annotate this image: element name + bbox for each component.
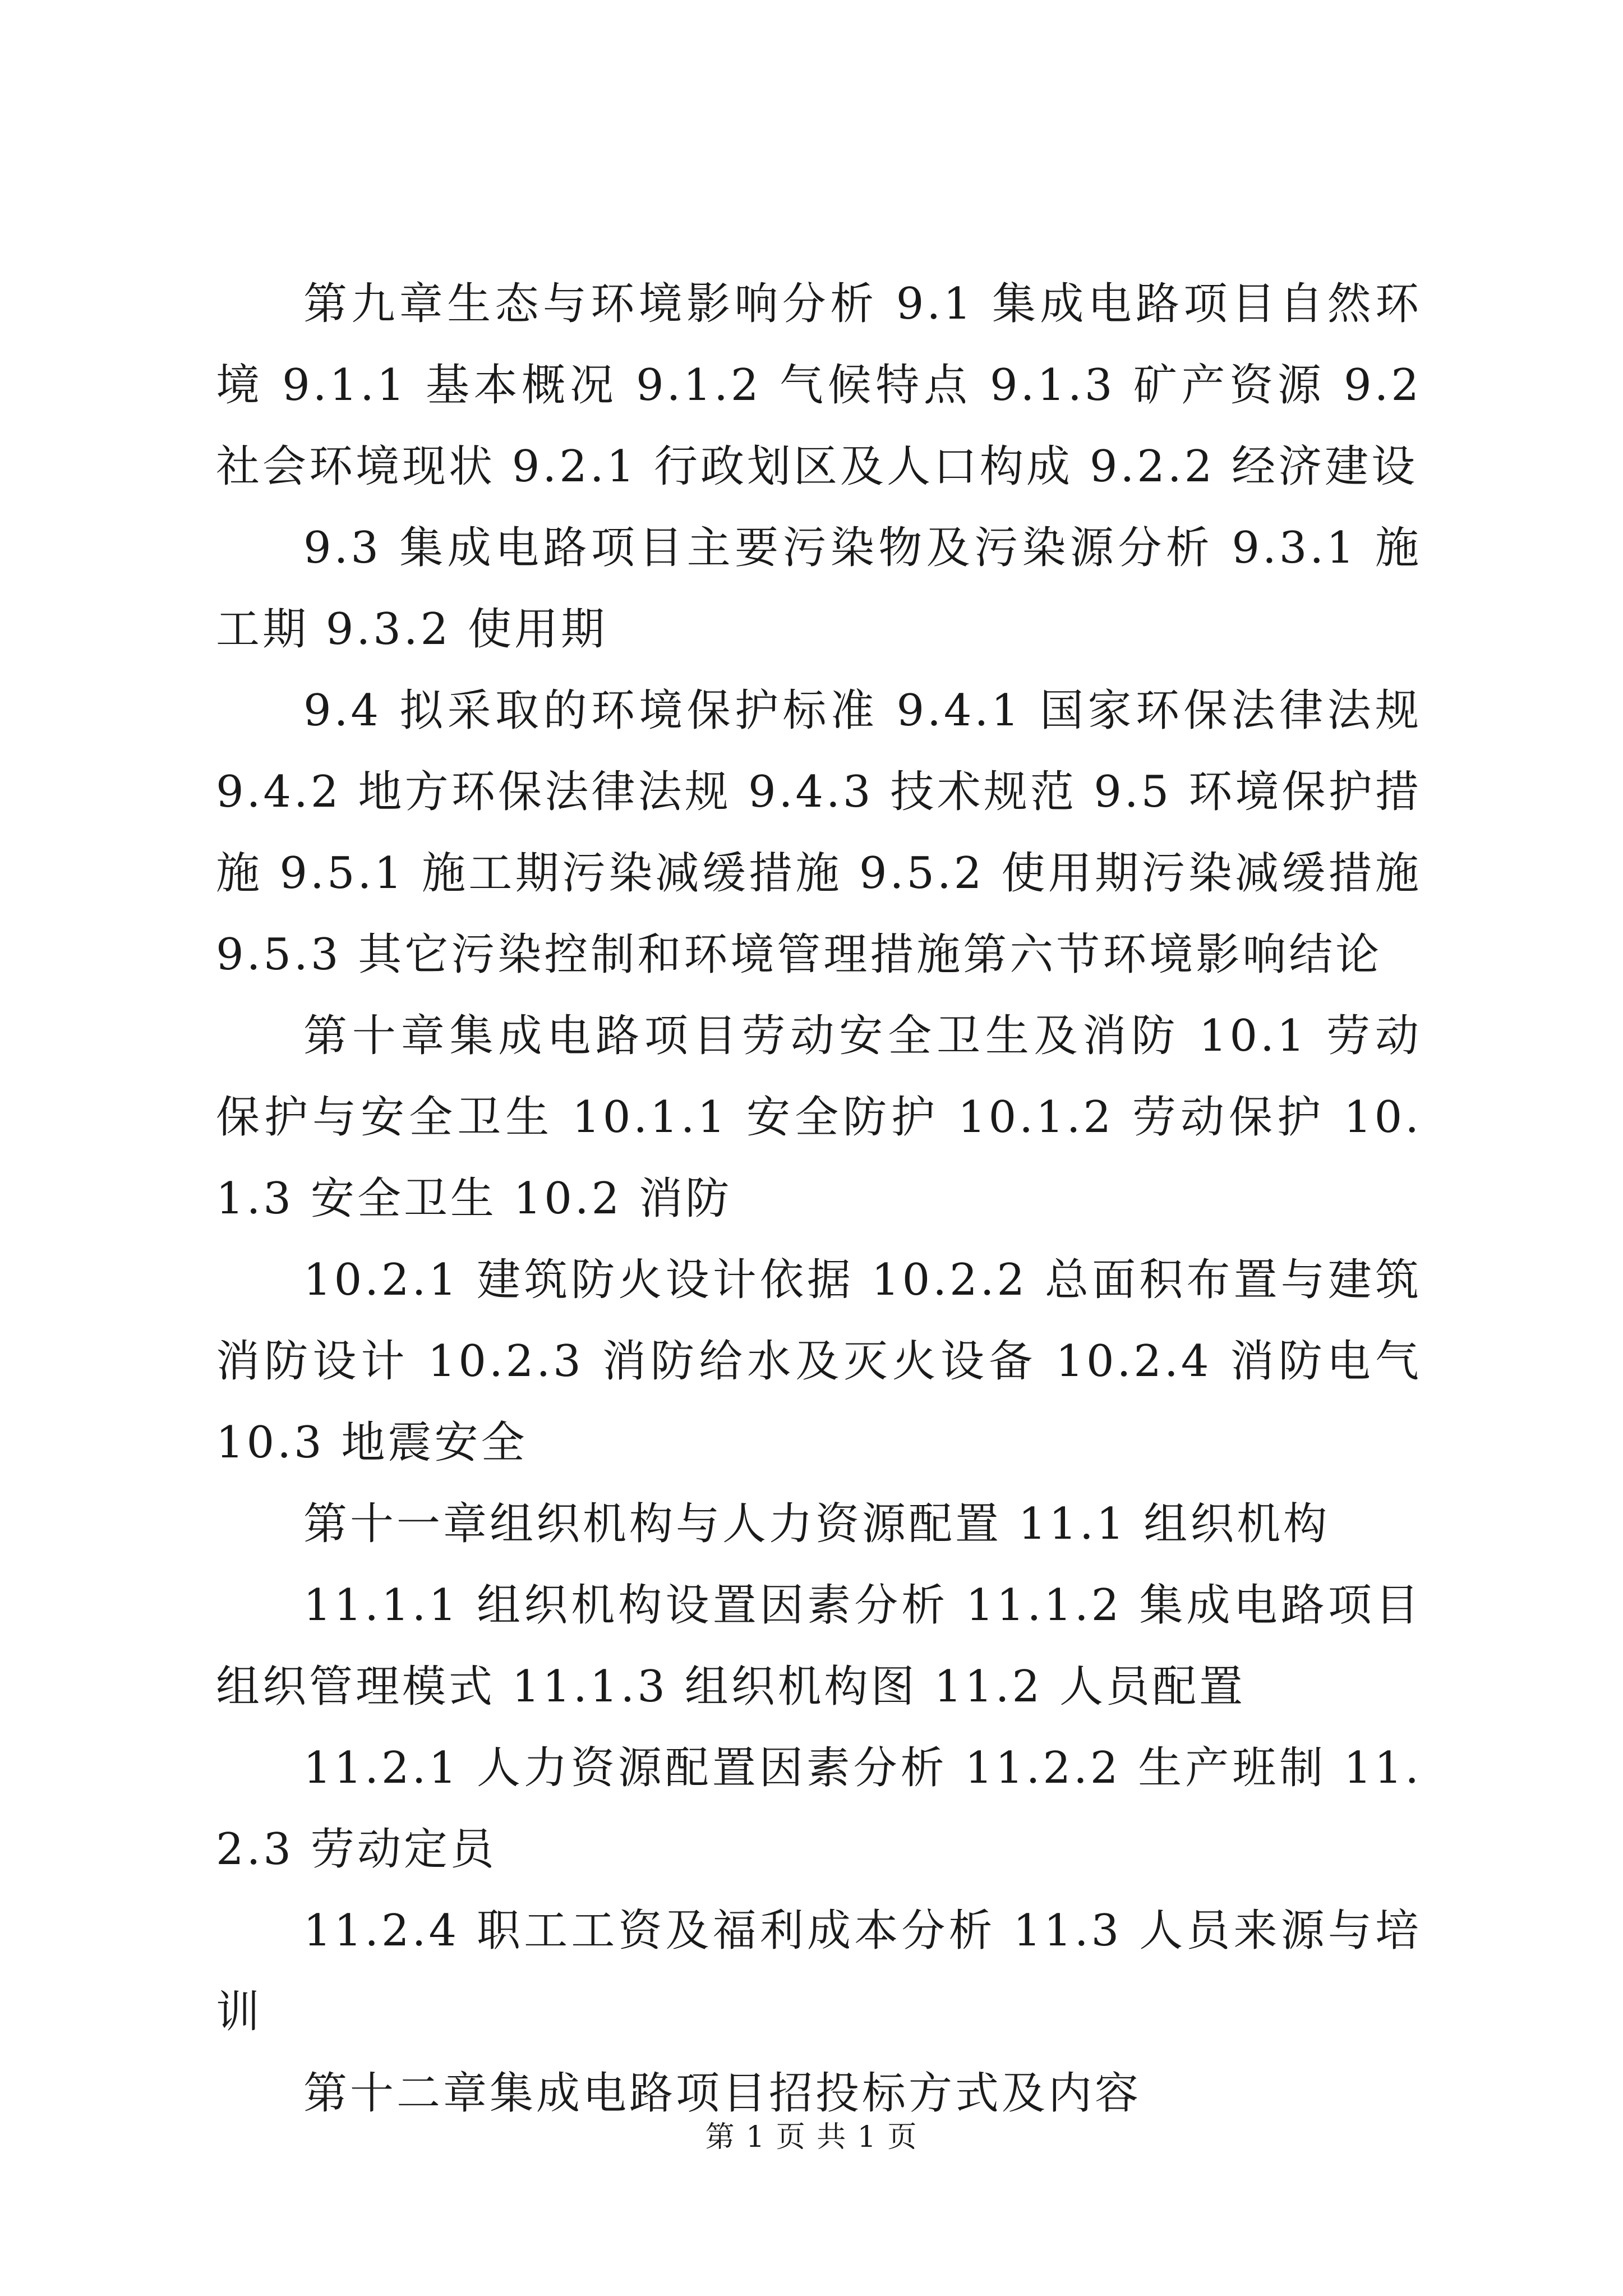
paragraph-9-4-protection: 9.4 拟采取的环境保护标准 9.4.1 国家环保法律法规 9.4.2 地方环保法律法规 9.4.3 技术规范 9.5 环境保护措施 9.5.1 施工期污染减缓措施 9.5.2 使用期污染减缓措施 9.5.3 其它污染控制和环境管理措施第六节环境影响结论 (216, 685, 1422, 980)
page-number-footer: 第 1 页 共 1 页 (705, 2120, 918, 2154)
paragraph-11-1-organization: 11.1.1 组织机构设置因素分析 11.1.2 集成电路项目组织管理模式 11.1.3 组织机构图 11.2 人员配置 (216, 1580, 1422, 1712)
paragraph-9-3-pollution: 9.3 集成电路项目主要污染物及污染源分析 9.3.1 施工期 9.3.2 使用期 (216, 523, 1422, 655)
paragraph-10-2-fire: 10.2.1 建筑防火设计依据 10.2.2 总面积布置与建筑消防设计 10.2.3 消防给水及灭火设备 10.2.4 消防电气 10.3 地震安全 (216, 1255, 1422, 1468)
paragraph-chapter-9-environment: 第九章生态与环境影响分析 9.1 集成电路项目自然环境 9.1.1 基本概况 9.1.2 气候特点 9.1.3 矿产资源 9.2 社会环境现状 9.2.1 行政划区及人口构成 9.2.2 经济建设 (216, 279, 1422, 492)
paragraph-11-2-staffing: 11.2.1 人力资源配置因素分析 11.2.2 生产班制 11.2.3 劳动定员 (216, 1743, 1422, 1875)
paragraph-chapter-11-organization: 第十一章组织机构与人力资源配置 11.1 组织机构 (303, 1499, 1330, 1549)
paragraph-chapter-10-safety: 第十章集成电路项目劳动安全卫生及消防 10.1 劳动保护与安全卫生 10.1.1 安全防护 10.1.2 劳动保护 10.1.3 安全卫生 10.2 消防 (216, 1011, 1422, 1224)
document-body (216, 264, 1422, 2134)
paragraph-11-2-4-wages: 11.2.4 职工工资及福利成本分析 11.3 人员来源与培训 (216, 1906, 1422, 2037)
paragraph-chapter-12-bidding: 第十二章集成电路项目招投标方式及内容 (303, 2068, 1142, 2119)
